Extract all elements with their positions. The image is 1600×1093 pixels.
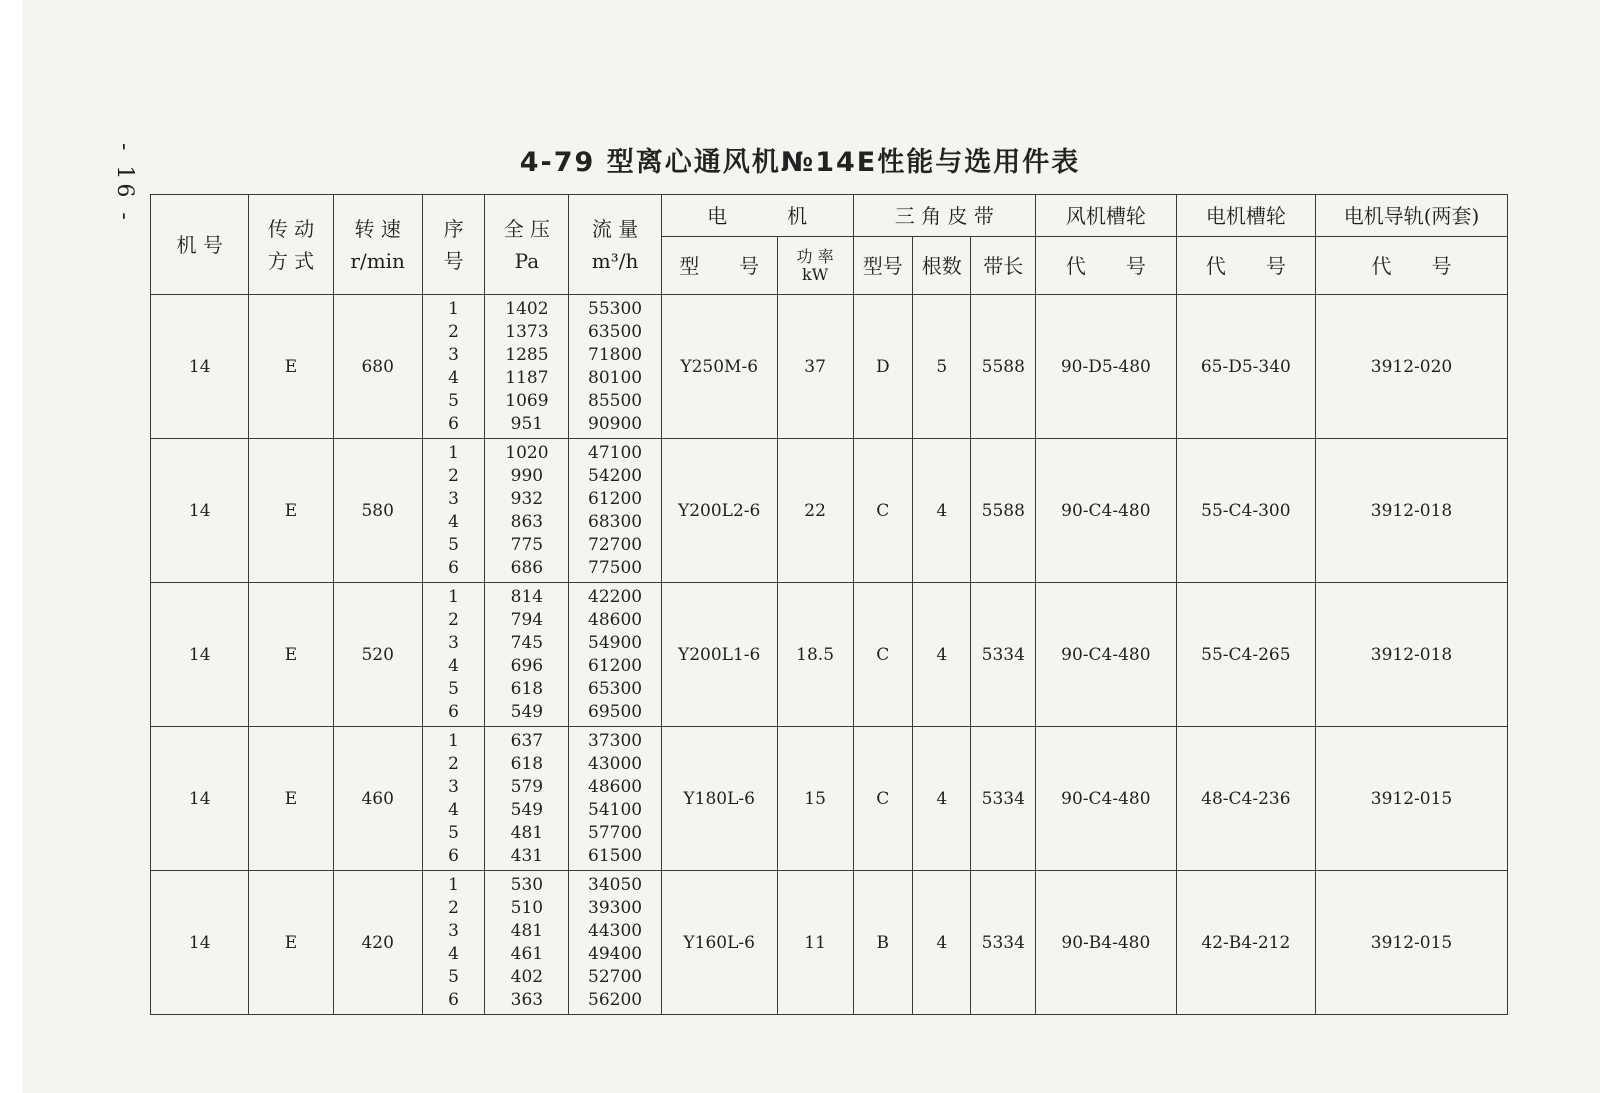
cell-belt-length: 5334 bbox=[971, 583, 1036, 727]
table-row bbox=[151, 727, 1508, 871]
cell-motor-rail: 3912-015 bbox=[1316, 727, 1508, 871]
cell-flow-value: 49400 bbox=[588, 943, 643, 964]
cell-seq-value: 6 bbox=[448, 557, 459, 578]
header-motor-pulley: 电机槽轮 bbox=[1176, 195, 1315, 237]
cell-pressure-value: 637 bbox=[510, 730, 544, 751]
cell-speed: 460 bbox=[333, 727, 422, 871]
header-power-line2: kW bbox=[802, 264, 829, 284]
header-drive-line2: 方 式 bbox=[267, 248, 315, 273]
table-title: 4-79 型离心通风机№14E性能与选用件表 bbox=[519, 147, 1081, 178]
cell-flow-value: 34050 bbox=[588, 874, 643, 895]
header-pressure-line1: 全 压 bbox=[503, 216, 551, 241]
cell-motor-type: Y200L2-6 bbox=[661, 439, 777, 583]
cell-flow-value: 68300 bbox=[588, 511, 643, 532]
cell-flow-value: 57700 bbox=[588, 822, 643, 843]
cell-fan-pulley: 90-B4-480 bbox=[1036, 871, 1177, 1015]
cell-motor-type: Y250M-6 bbox=[661, 295, 777, 439]
header-speed-line2: r/min bbox=[350, 248, 405, 273]
cell-pressure-value: 481 bbox=[510, 822, 544, 843]
cell-drive: E bbox=[249, 439, 333, 583]
cell-seq-value: 6 bbox=[448, 845, 459, 866]
cell-seq-value: 5 bbox=[448, 822, 459, 843]
cell-seq-value: 1 bbox=[448, 442, 459, 463]
cell-drive: E bbox=[249, 727, 333, 871]
cell-seq-value: 4 bbox=[448, 367, 459, 388]
cell-drive: E bbox=[249, 871, 333, 1015]
cell-pressure-value: 1069 bbox=[505, 390, 549, 411]
cell-flow-value: 48600 bbox=[588, 609, 643, 630]
cell-model: 14 bbox=[151, 583, 249, 727]
cell-belt-type: C bbox=[853, 439, 912, 583]
header-motor-pulley-code: 代 号 bbox=[1176, 237, 1315, 295]
header-seq bbox=[422, 195, 485, 295]
cell-flow-value: 61200 bbox=[588, 655, 643, 676]
cell-speed: 680 bbox=[333, 295, 422, 439]
header-fan-pulley-code: 代 号 bbox=[1036, 237, 1177, 295]
cell-motor-rail: 3912-018 bbox=[1316, 439, 1508, 583]
cell-flow-value: 72700 bbox=[588, 534, 643, 555]
cell-pressure-value: 1285 bbox=[505, 344, 549, 365]
cell-flow bbox=[569, 727, 661, 871]
header-motor-rail-code: 代 号 bbox=[1316, 237, 1508, 295]
cell-flow bbox=[569, 871, 661, 1015]
cell-flow-value: 63500 bbox=[588, 321, 643, 342]
cell-flow-value: 47100 bbox=[588, 442, 643, 463]
header-motor-type: 型 号 bbox=[661, 237, 777, 295]
header-pressure bbox=[485, 195, 569, 295]
cell-flow-value: 52700 bbox=[588, 966, 643, 987]
cell-belt-count: 5 bbox=[913, 295, 971, 439]
cell-pressure bbox=[485, 295, 569, 439]
cell-pressure bbox=[485, 727, 569, 871]
cell-belt-type: C bbox=[853, 727, 912, 871]
cell-belt-count: 4 bbox=[913, 727, 971, 871]
cell-fan-pulley: 90-C4-480 bbox=[1036, 583, 1177, 727]
cell-flow-value: 56200 bbox=[588, 989, 643, 1010]
header-seq-line1: 序 bbox=[443, 216, 464, 241]
cell-motor-type: Y180L-6 bbox=[661, 727, 777, 871]
cell-pressure-value: 530 bbox=[510, 874, 544, 895]
cell-seq-value: 5 bbox=[448, 390, 459, 411]
cell-seq-value: 3 bbox=[448, 632, 459, 653]
cell-motor-type: Y200L1-6 bbox=[661, 583, 777, 727]
cell-seq bbox=[422, 871, 485, 1015]
header-belt-count: 根数 bbox=[913, 237, 971, 295]
cell-pressure-value: 1020 bbox=[505, 442, 549, 463]
cell-flow-value: 54100 bbox=[588, 799, 643, 820]
cell-flow bbox=[569, 295, 661, 439]
cell-flow-value: 54900 bbox=[588, 632, 643, 653]
cell-seq-value: 6 bbox=[448, 701, 459, 722]
cell-seq-value: 3 bbox=[448, 488, 459, 509]
cell-pressure-value: 794 bbox=[510, 609, 544, 630]
cell-speed: 580 bbox=[333, 439, 422, 583]
cell-pressure-value: 951 bbox=[510, 413, 544, 434]
cell-seq-value: 4 bbox=[448, 511, 459, 532]
cell-belt-type: B bbox=[853, 871, 912, 1015]
cell-belt-length: 5334 bbox=[971, 727, 1036, 871]
header-flow bbox=[569, 195, 661, 295]
page-number: - 16 - bbox=[112, 143, 137, 224]
header-belt-length: 带长 bbox=[971, 237, 1036, 295]
cell-seq-value: 4 bbox=[448, 943, 459, 964]
cell-flow-value: 77500 bbox=[588, 557, 643, 578]
cell-belt-count: 4 bbox=[913, 583, 971, 727]
cell-seq-value: 2 bbox=[448, 753, 459, 774]
cell-speed: 420 bbox=[333, 871, 422, 1015]
cell-drive: E bbox=[249, 295, 333, 439]
cell-seq-value: 5 bbox=[448, 678, 459, 699]
header-belt: 三 角 皮 带 bbox=[853, 195, 1036, 237]
cell-seq-value: 2 bbox=[448, 609, 459, 630]
cell-flow-value: 48600 bbox=[588, 776, 643, 797]
cell-seq-value: 2 bbox=[448, 465, 459, 486]
header-speed bbox=[333, 195, 422, 295]
cell-fan-pulley: 90-C4-480 bbox=[1036, 727, 1177, 871]
cell-pressure-value: 814 bbox=[510, 586, 544, 607]
cell-model: 14 bbox=[151, 727, 249, 871]
cell-pressure-value: 461 bbox=[510, 943, 544, 964]
cell-seq-value: 6 bbox=[448, 413, 459, 434]
cell-pressure-value: 863 bbox=[510, 511, 544, 532]
cell-belt-type: D bbox=[853, 295, 912, 439]
cell-seq bbox=[422, 727, 485, 871]
header-row-top bbox=[151, 195, 1508, 237]
cell-flow-value: 80100 bbox=[588, 367, 643, 388]
cell-belt-type: C bbox=[853, 583, 912, 727]
cell-flow-value: 44300 bbox=[588, 920, 643, 941]
cell-flow-value: 37300 bbox=[588, 730, 643, 751]
table-body bbox=[151, 295, 1508, 1015]
cell-pressure-value: 402 bbox=[510, 966, 544, 987]
cell-motor-power: 15 bbox=[777, 727, 853, 871]
cell-motor-pulley: 55-C4-300 bbox=[1176, 439, 1315, 583]
cell-flow bbox=[569, 439, 661, 583]
cell-seq-value: 2 bbox=[448, 321, 459, 342]
cell-flow bbox=[569, 583, 661, 727]
cell-pressure bbox=[485, 871, 569, 1015]
header-seq-line2: 号 bbox=[443, 248, 464, 273]
cell-pressure-value: 618 bbox=[510, 753, 544, 774]
cell-flow-value: 42200 bbox=[588, 586, 643, 607]
cell-seq-value: 3 bbox=[448, 920, 459, 941]
cell-pressure-value: 990 bbox=[510, 465, 544, 486]
cell-belt-length: 5334 bbox=[971, 871, 1036, 1015]
cell-pressure-value: 686 bbox=[510, 557, 544, 578]
cell-seq-value: 3 bbox=[448, 776, 459, 797]
cell-seq bbox=[422, 295, 485, 439]
cell-pressure-value: 510 bbox=[510, 897, 544, 918]
header-drive bbox=[249, 195, 333, 295]
header-motor: 电 机 bbox=[661, 195, 853, 237]
header-motor-power bbox=[777, 237, 853, 295]
header-flow-line2: m³/h bbox=[591, 248, 639, 273]
cell-flow-value: 61500 bbox=[588, 845, 643, 866]
cell-flow-value: 90900 bbox=[588, 413, 643, 434]
cell-motor-rail: 3912-020 bbox=[1316, 295, 1508, 439]
cell-pressure-value: 932 bbox=[510, 488, 544, 509]
cell-seq-value: 1 bbox=[448, 586, 459, 607]
header-belt-type: 型号 bbox=[853, 237, 912, 295]
header-model-no: 机 号 bbox=[151, 195, 249, 295]
cell-seq bbox=[422, 439, 485, 583]
cell-seq-value: 1 bbox=[448, 298, 459, 319]
cell-flow-value: 43000 bbox=[588, 753, 643, 774]
table-row bbox=[151, 439, 1508, 583]
cell-seq-value: 3 bbox=[448, 344, 459, 365]
cell-pressure-value: 579 bbox=[510, 776, 544, 797]
cell-belt-length: 5588 bbox=[971, 295, 1036, 439]
cell-seq-value: 5 bbox=[448, 534, 459, 555]
cell-belt-length: 5588 bbox=[971, 439, 1036, 583]
cell-seq-value: 5 bbox=[448, 966, 459, 987]
header-pressure-line2: Pa bbox=[514, 248, 540, 273]
cell-model: 14 bbox=[151, 439, 249, 583]
cell-fan-pulley: 90-D5-480 bbox=[1036, 295, 1177, 439]
cell-pressure-value: 775 bbox=[510, 534, 544, 555]
cell-flow-value: 85500 bbox=[588, 390, 643, 411]
cell-motor-power: 22 bbox=[777, 439, 853, 583]
header-motor-rail: 电机导轨(两套) bbox=[1316, 195, 1508, 237]
header-speed-line1: 转 速 bbox=[354, 216, 401, 241]
cell-pressure-value: 1187 bbox=[505, 367, 549, 388]
cell-pressure-value: 1402 bbox=[505, 298, 549, 319]
header-fan-pulley: 风机槽轮 bbox=[1036, 195, 1177, 237]
cell-model: 14 bbox=[151, 871, 249, 1015]
cell-pressure-value: 618 bbox=[510, 678, 544, 699]
cell-pressure-value: 549 bbox=[510, 701, 544, 722]
cell-speed: 520 bbox=[333, 583, 422, 727]
cell-pressure-value: 1373 bbox=[505, 321, 549, 342]
cell-pressure bbox=[485, 583, 569, 727]
cell-seq-value: 4 bbox=[448, 799, 459, 820]
cell-flow-value: 39300 bbox=[588, 897, 643, 918]
cell-flow-value: 61200 bbox=[588, 488, 643, 509]
cell-seq-value: 4 bbox=[448, 655, 459, 676]
cell-motor-power: 18.5 bbox=[777, 583, 853, 727]
cell-seq-value: 2 bbox=[448, 897, 459, 918]
cell-motor-type: Y160L-6 bbox=[661, 871, 777, 1015]
cell-seq-value: 6 bbox=[448, 989, 459, 1010]
cell-motor-pulley: 48-C4-236 bbox=[1176, 727, 1315, 871]
cell-seq-value: 1 bbox=[448, 874, 459, 895]
cell-pressure-value: 745 bbox=[510, 632, 544, 653]
cell-fan-pulley: 90-C4-480 bbox=[1036, 439, 1177, 583]
cell-model: 14 bbox=[151, 295, 249, 439]
cell-belt-count: 4 bbox=[913, 871, 971, 1015]
cell-motor-pulley: 65-D5-340 bbox=[1176, 295, 1315, 439]
cell-motor-rail: 3912-018 bbox=[1316, 583, 1508, 727]
cell-drive: E bbox=[249, 583, 333, 727]
cell-pressure-value: 549 bbox=[510, 799, 544, 820]
header-flow-line1: 流 量 bbox=[591, 216, 639, 241]
performance-table bbox=[150, 194, 1508, 1015]
header-drive-line1: 传 动 bbox=[267, 216, 315, 241]
cell-pressure-value: 363 bbox=[510, 989, 544, 1010]
cell-flow-value: 65300 bbox=[588, 678, 643, 699]
cell-seq-value: 1 bbox=[448, 730, 459, 751]
cell-pressure-value: 481 bbox=[510, 920, 544, 941]
cell-flow-value: 54200 bbox=[588, 465, 643, 486]
cell-motor-power: 11 bbox=[777, 871, 853, 1015]
cell-flow-value: 71800 bbox=[588, 344, 643, 365]
cell-motor-power: 37 bbox=[777, 295, 853, 439]
table-row bbox=[151, 871, 1508, 1015]
cell-pressure bbox=[485, 439, 569, 583]
cell-belt-count: 4 bbox=[913, 439, 971, 583]
cell-pressure-value: 696 bbox=[510, 655, 544, 676]
cell-motor-rail: 3912-015 bbox=[1316, 871, 1508, 1015]
cell-flow-value: 55300 bbox=[588, 298, 643, 319]
cell-flow-value: 69500 bbox=[588, 701, 643, 722]
header-power-line1: 功 率 bbox=[796, 246, 834, 266]
cell-pressure-value: 431 bbox=[510, 845, 544, 866]
table-row bbox=[151, 583, 1508, 727]
table-row bbox=[151, 295, 1508, 439]
cell-seq bbox=[422, 583, 485, 727]
cell-motor-pulley: 55-C4-265 bbox=[1176, 583, 1315, 727]
cell-motor-pulley: 42-B4-212 bbox=[1176, 871, 1315, 1015]
